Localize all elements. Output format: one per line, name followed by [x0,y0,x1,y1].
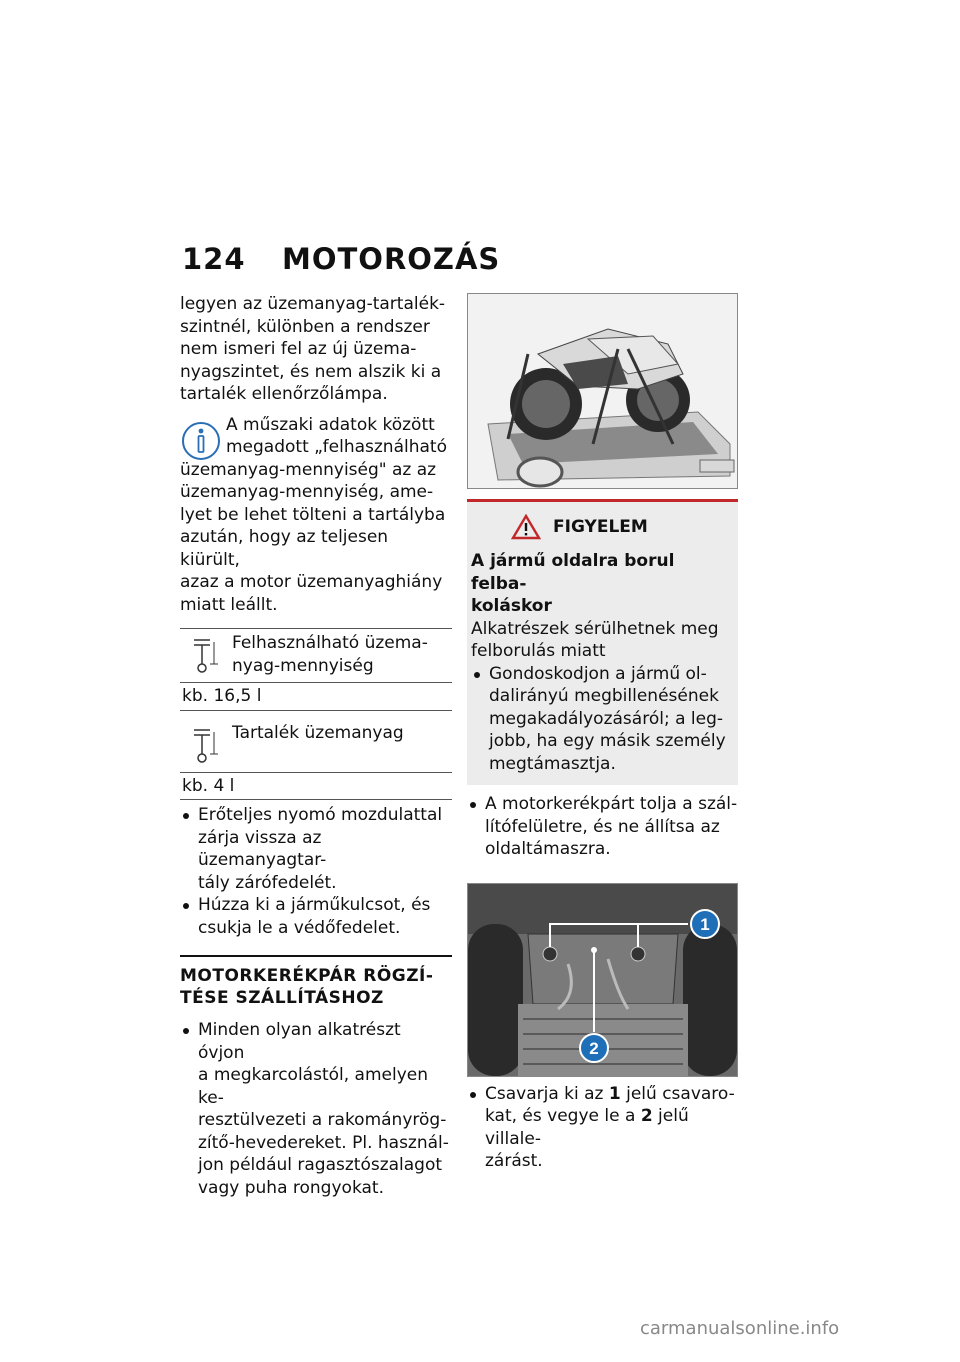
text-line: megakadályozásáról; a leg- [489,708,723,729]
text-line: dalirányú megbillenésének [489,686,719,706]
text-line [485,1083,738,1106]
list-item [180,804,452,894]
text-line: lyet be lehet tölteni a tartályba [180,504,446,525]
list-item [180,894,452,939]
text-line: Gondoskodjon a jármű ol- [489,663,707,684]
warning-triangle-icon [511,514,541,540]
spec-title-line: Felhasználható üzema- [232,633,428,653]
callout-1-label: 1 [700,914,710,934]
text-line: üzemanyag-mennyiség, ame- [180,482,434,502]
text-line: üzemanyag-mennyiség" az az [180,459,437,480]
text-line: oldaltámaszra. [485,839,611,859]
text-line: jobb, ha egy másik személy [489,731,726,751]
text-line: nyagszintet, és nem alszik ki a [180,361,442,382]
text-line: resztülvezeti a rakományrög- [198,1110,447,1130]
spec-usable-fuel [180,628,452,711]
warning-header [511,514,730,540]
section-title: MOTOROZÁS [282,242,501,276]
heading-line: TÉSE SZÁLLÍTÁSHOZ [180,988,384,1008]
warning-text [471,618,730,663]
section-heading [180,965,452,1009]
spec-title-line: nyag-mennyiség [232,655,374,676]
text-line: megadott „felhasználható [226,437,447,457]
text-line: zárja vissza az üzemanyagtar- [198,827,327,870]
text-line: lítófelületre, és ne állítsa az [485,816,720,837]
list-item [467,793,738,861]
text-line: azaz a motor üzemanyaghiány [180,572,443,592]
text-line: zárást. [485,1151,543,1171]
text-line: A jármű oldalra borul felba- [471,551,675,594]
section-divider [180,955,452,957]
callout-ref-1: 1 [608,1083,621,1104]
warning-title [471,550,730,618]
text-line: miatt leállt. [180,594,278,615]
text-line: szintnél, különben a rendszer [180,316,430,337]
right-column [467,293,738,1173]
spec-value: kb. 16,5 l [180,682,452,711]
text-line: jon például ragasztószalagot [198,1155,443,1175]
text-line: vagy puha rongyokat. [198,1177,384,1198]
list-item [180,1019,452,1199]
info-note [180,414,452,617]
text-line: legyen az üzemanyag-tartalék- [180,294,446,314]
text-line: A motorkerékpárt tolja a szál- [485,794,738,814]
list-item [467,1083,738,1173]
text-line: Minden olyan alkatrészt óvjon [198,1020,401,1063]
watermark: carmanualsonline.info [640,1318,840,1339]
fuel-spec-icon [180,722,232,768]
motorcycle-on-trailer-image [467,293,738,489]
warning-box [467,499,738,785]
spec-reserve-fuel [180,719,452,801]
fuel-spec-icon [180,632,232,678]
text-line: Húzza ki a járműkulcsot, és [198,895,431,915]
text-line: Alkatrészek sérülhetnek meg [471,618,719,639]
text-line: nem ismeri fel az új üzema- [180,339,417,359]
page-number: 124 [182,242,246,276]
text-line: koláskor [471,596,552,616]
text-span: jelű villale- [485,1106,689,1149]
fork-lock-image [467,883,738,1077]
text-line: zítő-hevedereket. Pl. használ- [198,1132,449,1153]
text-line: tály zárófedelét. [198,872,337,893]
text-span: kat, és vegye le a [485,1106,641,1126]
warning-label: FIGYELEM [553,516,648,537]
text-line: azután, hogy az teljesen kiürült, [180,527,389,570]
spec-value: kb. 4 l [180,772,452,801]
text-span: Csavarja ki az [485,1083,609,1104]
callout-ref-2: 2 [640,1106,653,1126]
text-line: felborulás miatt [471,641,606,661]
text-span: jelű csavaro- [620,1083,735,1104]
text-line: megtámasztja. [489,753,616,774]
intro-paragraph [180,293,452,406]
list-item [471,663,730,776]
text-line: Erőteljes nyomó mozdulattal [198,805,443,825]
text-line [485,1105,738,1150]
heading-line: MOTORKERÉKPÁR RÖGZÍ- [180,966,434,986]
text-line: A műszaki adatok között [226,414,435,435]
left-column [180,293,452,1199]
text-line: a megkarcolástól, amelyen ke- [198,1065,429,1108]
info-icon [180,420,222,462]
page-header [182,242,500,276]
spec-title-line: Tartalék üzemanyag [232,722,404,743]
text-line: csukja le a védőfedelet. [198,917,401,938]
callout-2-label: 2 [589,1038,599,1058]
text-line: tartalék ellenőrzőlámpa. [180,384,388,404]
